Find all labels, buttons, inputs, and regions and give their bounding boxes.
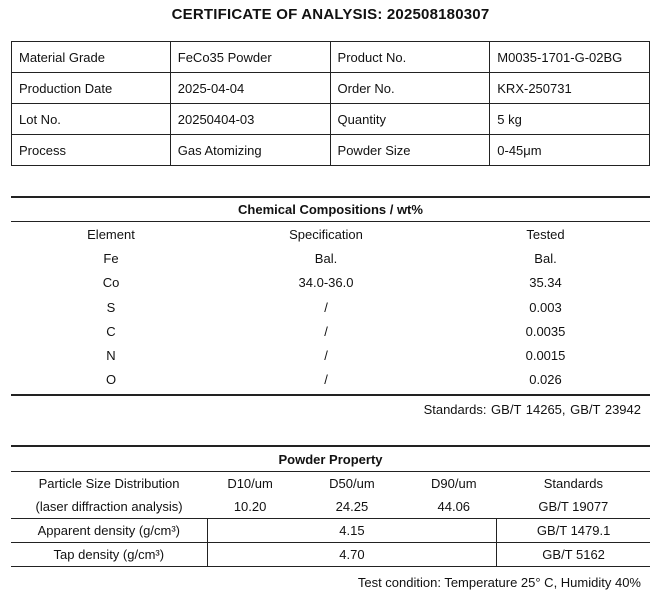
quantity-label: Quantity: [330, 104, 490, 135]
psd-standard: GB/T 19077: [497, 495, 650, 519]
d10-value: 10.20: [207, 495, 293, 519]
powder-size-value: 0-45μm: [490, 135, 650, 166]
element-cell: N: [106, 348, 116, 364]
table-header-row: [11, 472, 650, 495]
table-row: [11, 543, 650, 567]
tested-cell: 0.026: [529, 372, 562, 388]
apparent-density-standard: GB/T 1479.1: [497, 519, 650, 543]
table-row: [11, 246, 650, 270]
d90-header: D90/um: [431, 476, 477, 491]
tap-density-label: Tap density (g/cm³): [11, 543, 207, 567]
powder-size-label: Powder Size: [330, 135, 490, 166]
d50-value: 24.25: [293, 495, 411, 519]
lot-no-value: 20250404-03: [170, 104, 330, 135]
material-grade-label: Material Grade: [12, 42, 171, 73]
element-cell: Fe: [103, 250, 119, 266]
element-header: Element: [87, 226, 135, 242]
order-no-label: Order No.: [330, 73, 490, 104]
table-row: [11, 295, 650, 319]
element-cell: Co: [102, 275, 120, 291]
lot-no-label: Lot No.: [12, 104, 171, 135]
product-no-label: Product No.: [330, 42, 490, 73]
production-date-label: Production Date: [12, 73, 171, 104]
element-cell: S: [106, 299, 116, 315]
d90-value: 44.06: [411, 495, 497, 519]
table-header-row: [11, 222, 650, 246]
d50-header: D50/um: [329, 476, 375, 491]
material-grade-value: FeCo35 Powder: [170, 42, 330, 73]
table-row: [12, 104, 650, 135]
tap-density-value: 4.70: [207, 543, 497, 567]
test-condition: Test condition: Temperature 25° C, Humidity 40%: [357, 575, 641, 590]
table-row: [11, 271, 650, 295]
table-row: [11, 343, 650, 367]
table-row: [12, 42, 650, 73]
powder-section-title: Powder Property: [278, 452, 383, 467]
element-cell: O: [105, 372, 117, 388]
psd-header: Particle Size Distribution: [38, 476, 180, 491]
tested-cell: 0.0035: [525, 323, 566, 339]
tap-density-standard: GB/T 5162: [497, 543, 650, 567]
table-row: [12, 135, 650, 166]
psd-method-label: (laser diffraction analysis): [11, 495, 207, 519]
powder-top-rule: [11, 445, 650, 447]
table-row: [12, 73, 650, 104]
tested-cell: 35.34: [529, 275, 562, 291]
apparent-density-value: 4.15: [207, 519, 497, 543]
order-no-value: KRX-250731: [490, 73, 650, 104]
element-cell: C: [106, 323, 116, 339]
product-no-value: M0035-1701-G-02BG: [490, 42, 650, 73]
specification-cell: /: [324, 299, 328, 315]
process-value: Gas Atomizing: [170, 135, 330, 166]
tested-cell: Bal.: [534, 250, 557, 266]
specification-header: Specification: [289, 226, 363, 242]
specification-cell: Bal.: [314, 250, 338, 266]
specification-cell: /: [324, 348, 328, 364]
table-row: [11, 319, 650, 343]
specification-cell: /: [324, 372, 328, 388]
process-label: Process: [12, 135, 171, 166]
chemical-standards: Standards: GB/T 14265, GB/T 23942: [423, 402, 641, 417]
specification-cell: /: [324, 323, 328, 339]
powder-property-table: [11, 472, 650, 567]
chemical-composition-table: [11, 222, 650, 392]
specification-cell: 34.0-36.0: [298, 275, 354, 291]
table-row: [11, 495, 650, 519]
chem-top-rule: [11, 196, 650, 198]
chem-bottom-rule: [11, 394, 650, 396]
production-date-value: 2025-04-04: [170, 73, 330, 104]
tested-cell: 0.003: [529, 299, 562, 315]
table-row: [11, 368, 650, 392]
apparent-density-label: Apparent density (g/cm³): [11, 519, 207, 543]
tested-cell: 0.0015: [525, 348, 566, 364]
d10-header: D10/um: [227, 476, 273, 491]
table-row: [11, 519, 650, 543]
certificate-title: CERTIFICATE OF ANALYSIS: 202508180307: [171, 6, 490, 23]
standards-header: Standards: [543, 476, 603, 491]
tested-header: Tested: [526, 226, 565, 242]
chem-section-title: Chemical Compositions / wt%: [238, 202, 423, 217]
product-info-table: [11, 41, 650, 166]
quantity-value: 5 kg: [490, 104, 650, 135]
